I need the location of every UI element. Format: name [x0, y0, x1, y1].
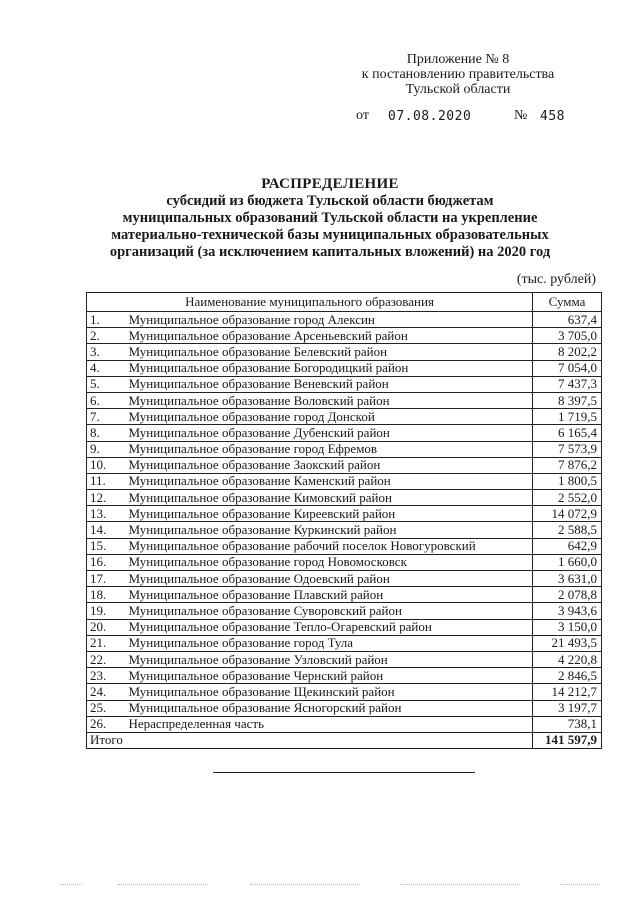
title-heading: РАСПРЕДЕЛЕНИЕ [261, 176, 399, 192]
municipality-name: Муниципальное образование Щекинский район [121, 684, 533, 700]
municipality-name: Муниципальное образование город Новомосковск [121, 554, 533, 570]
municipality-name: Муниципальное образование Богородицкий район [121, 360, 533, 376]
subsidy-amount: 7 437,3 [533, 376, 602, 392]
row-number: 14. [87, 522, 121, 538]
table-row [87, 344, 602, 360]
row-number: 6. [87, 392, 121, 408]
scan-artifact [400, 884, 520, 885]
row-number: 8. [87, 425, 121, 441]
table-row [87, 522, 602, 538]
subsidy-amount: 1 719,5 [533, 409, 602, 425]
table-body [87, 312, 602, 749]
row-number: 17. [87, 571, 121, 587]
subsidy-amount: 7 573,9 [533, 441, 602, 457]
subsidy-amount: 3 631,0 [533, 571, 602, 587]
row-number: 10. [87, 457, 121, 473]
subsidy-amount: 7 876,2 [533, 457, 602, 473]
subsidy-amount: 4 220,8 [533, 651, 602, 667]
row-number: 2. [87, 328, 121, 344]
table-row [87, 684, 602, 700]
subsidy-amount: 642,9 [533, 538, 602, 554]
municipality-name: Муниципальное образование Тепло-Огаревский район [121, 619, 533, 635]
subsidy-amount: 7 054,0 [533, 360, 602, 376]
subsidy-amount: 2 078,8 [533, 587, 602, 603]
row-number: 12. [87, 490, 121, 506]
subsidy-table [86, 292, 602, 749]
table-row [87, 490, 602, 506]
municipality-name: Муниципальное образование Кимовский район [121, 490, 533, 506]
row-number: 24. [87, 684, 121, 700]
number-label: № [514, 108, 528, 123]
units-label: (тыс. рублей) [516, 272, 596, 287]
subsidy-amount: 21 493,5 [533, 635, 602, 651]
appendix-region: Тульской области [405, 82, 511, 97]
scan-artifact [250, 884, 360, 885]
subsidy-amount: 1 800,5 [533, 473, 602, 489]
table-row [87, 425, 602, 441]
scan-artifact [60, 884, 82, 885]
municipality-name: Муниципальное образование Каменский район [121, 473, 533, 489]
table-row [87, 441, 602, 457]
table-row [87, 473, 602, 489]
subsidy-amount: 8 202,2 [533, 344, 602, 360]
subsidy-amount: 3 705,0 [533, 328, 602, 344]
subsidy-amount: 738,1 [533, 716, 602, 732]
row-number: 16. [87, 554, 121, 570]
total-amount: 141 597,9 [533, 732, 602, 748]
municipality-name: Муниципальное образование Арсеньевский район [121, 328, 533, 344]
resolution-number: 458 [540, 109, 565, 124]
municipality-name: Муниципальное образование город Ефремов [121, 441, 533, 457]
municipality-name: Нераспределенная часть [121, 716, 533, 732]
municipality-name: Муниципальное образование Одоевский район [121, 571, 533, 587]
appendix-resolution: к постановлению правительства [361, 67, 555, 82]
document-title [80, 176, 580, 261]
resolution-date: 07.08.2020 [388, 109, 472, 124]
table-row [87, 700, 602, 716]
table-header-row [87, 293, 602, 312]
row-number: 25. [87, 700, 121, 716]
row-number: 5. [87, 376, 121, 392]
municipality-name: Муниципальное образование Суворовский район [121, 603, 533, 619]
subsidy-amount: 8 397,5 [533, 392, 602, 408]
title-line: материально-технической базы муниципальных образовательных [111, 227, 549, 243]
row-number: 13. [87, 506, 121, 522]
municipality-name: Муниципальное образование Веневский район [121, 376, 533, 392]
row-number: 7. [87, 409, 121, 425]
table-row [87, 328, 602, 344]
subsidy-amount: 3 150,0 [533, 619, 602, 635]
municipality-name: Муниципальное образование Заокский район [121, 457, 533, 473]
municipality-name: Муниципальное образование Дубенский район [121, 425, 533, 441]
municipality-name: Муниципальное образование Плавский район [121, 587, 533, 603]
subsidy-amount: 14 072,9 [533, 506, 602, 522]
municipality-name: Муниципальное образование город Тула [121, 635, 533, 651]
table-row [87, 587, 602, 603]
row-number: 18. [87, 587, 121, 603]
table-row [87, 651, 602, 667]
date-from-label: от [356, 108, 369, 123]
municipality-name: Муниципальное образование Белевский район [121, 344, 533, 360]
municipality-name: Муниципальное образование Ясногорский район [121, 700, 533, 716]
subsidy-amount: 2 846,5 [533, 668, 602, 684]
municipality-name: Муниципальное образование Куркинский район [121, 522, 533, 538]
scan-artifact [118, 884, 208, 885]
subsidy-amount: 3 197,7 [533, 700, 602, 716]
table-row [87, 716, 602, 732]
municipality-name: Муниципальное образование Воловский район [121, 392, 533, 408]
header-name: Наименование муниципального образования [87, 293, 533, 312]
table-row [87, 619, 602, 635]
row-number: 15. [87, 538, 121, 554]
row-number: 26. [87, 716, 121, 732]
municipality-name: Муниципальное образование Киреевский район [121, 506, 533, 522]
row-number: 11. [87, 473, 121, 489]
row-number: 22. [87, 651, 121, 667]
row-number: 9. [87, 441, 121, 457]
appendix-header [352, 52, 564, 97]
table-row [87, 457, 602, 473]
row-number: 1. [87, 312, 121, 328]
subsidy-amount: 6 165,4 [533, 425, 602, 441]
table-row [87, 603, 602, 619]
row-number: 23. [87, 668, 121, 684]
subsidy-amount: 3 943,6 [533, 603, 602, 619]
table-row [87, 506, 602, 522]
table-row [87, 376, 602, 392]
municipality-name: Муниципальное образование город Алексин [121, 312, 533, 328]
table-row [87, 554, 602, 570]
municipality-name: Муниципальное образование город Донской [121, 409, 533, 425]
municipality-name: Муниципальное образование Чернский район [121, 668, 533, 684]
total-row [87, 732, 602, 748]
table-row [87, 409, 602, 425]
table-row [87, 668, 602, 684]
subsidy-amount: 2 552,0 [533, 490, 602, 506]
row-number: 21. [87, 635, 121, 651]
closing-rule [213, 772, 475, 773]
table-row [87, 312, 602, 328]
appendix-number: Приложение № 8 [406, 52, 510, 67]
table-row [87, 360, 602, 376]
subsidy-amount: 637,4 [533, 312, 602, 328]
table-row [87, 635, 602, 651]
title-line: муниципальных образований Тульской области на укрепление [122, 210, 538, 226]
subsidy-amount: 1 660,0 [533, 554, 602, 570]
header-sum: Сумма [533, 293, 602, 312]
resolution-dateline [356, 108, 566, 126]
scan-artifact [560, 884, 600, 885]
table-row [87, 392, 602, 408]
total-label: Итого [87, 732, 533, 748]
municipality-name: Муниципальное образование Узловский район [121, 651, 533, 667]
row-number: 20. [87, 619, 121, 635]
title-line: субсидий из бюджета Тульской области бюджетам [166, 193, 494, 209]
table-row [87, 571, 602, 587]
row-number: 19. [87, 603, 121, 619]
row-number: 3. [87, 344, 121, 360]
table-row [87, 538, 602, 554]
title-line: организаций (за исключением капитальных вложений) на 2020 год [109, 244, 551, 260]
subsidy-amount: 2 588,5 [533, 522, 602, 538]
row-number: 4. [87, 360, 121, 376]
municipality-name: Муниципальное образование рабочий поселок Новогуровский [121, 538, 533, 554]
subsidy-amount: 14 212,7 [533, 684, 602, 700]
